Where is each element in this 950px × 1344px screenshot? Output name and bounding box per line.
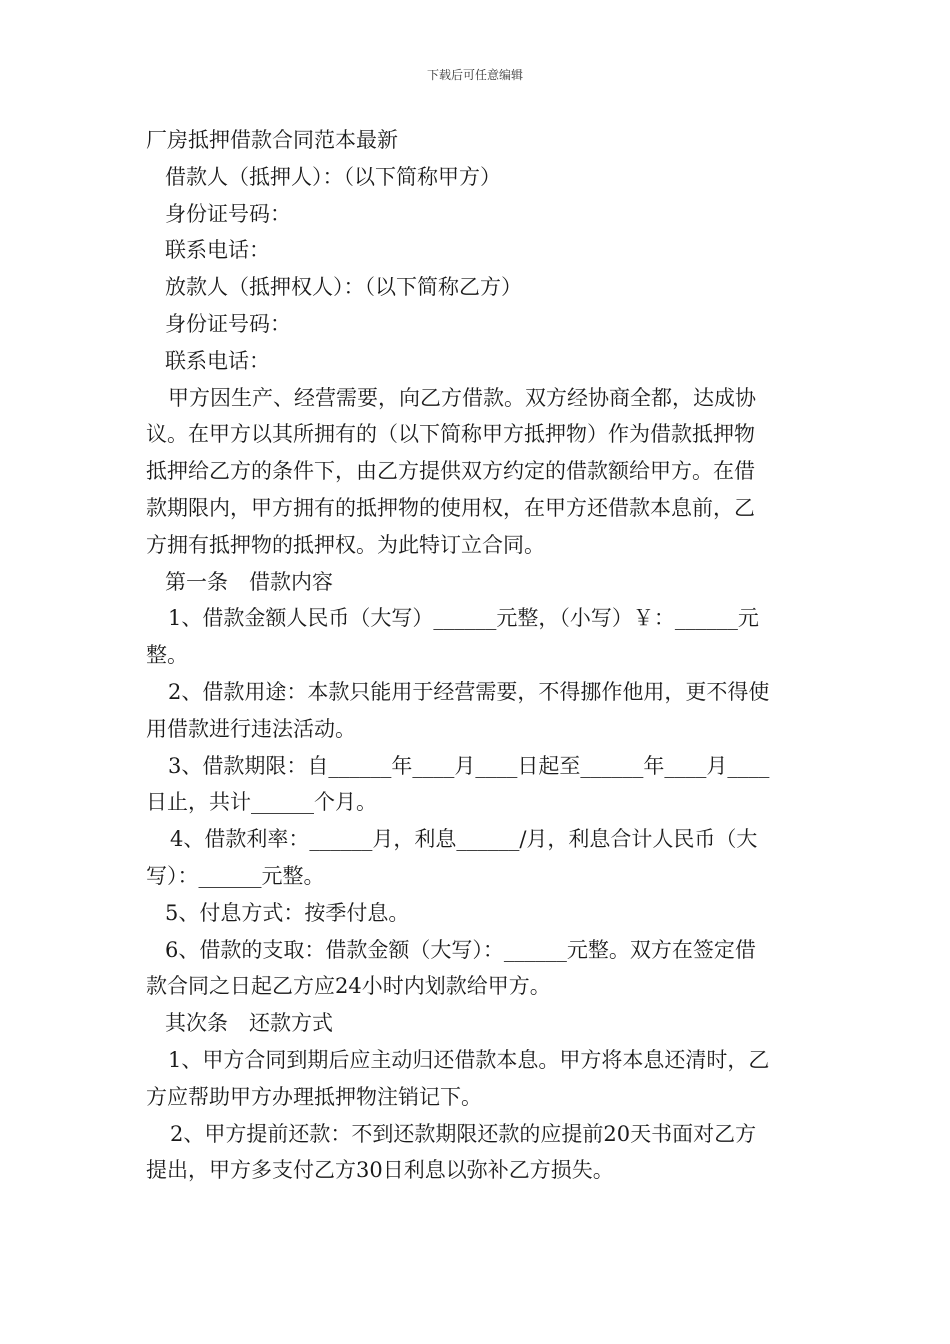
- text-line: 身份证号码：: [165, 311, 291, 336]
- document-title: 厂房抵押借款合同范本最新: [146, 128, 398, 152]
- text-line: 抵押给乙方的条件下，由乙方提供双方约定的借款额给甲方。在借: [146, 459, 755, 484]
- text-line: 放款人（抵押权人）：（以下简称乙方）: [165, 275, 522, 300]
- text-line: 2、甲方提前还款：不到还款期限还款的应提前20天书面对乙方: [170, 1121, 757, 1146]
- text-line: 借款人（抵押人）：（以下简称甲方）: [165, 164, 501, 189]
- text-line: 身份证号码：: [165, 201, 291, 226]
- text-line: 6、借款的支取：借款金额（大写）：______元整。双方在签定借: [165, 937, 756, 962]
- text-line: 联系电话：: [165, 238, 270, 263]
- text-line: 第一条 借款内容: [165, 569, 333, 594]
- text-line: 联系电话：: [165, 348, 270, 373]
- text-line: 1、甲方合同到期后应主动归还借款本息。甲方将本息还清时，乙: [168, 1047, 770, 1072]
- document-body: [146, 122, 810, 1189]
- text-line: 提出，甲方多支付乙方30日利息以弥补乙方损失。: [146, 1158, 614, 1183]
- text-line: 4、借款利率：______月，利息______/月，利息合计人民币（大: [170, 827, 758, 852]
- text-line: 用借款进行违法活动。: [146, 716, 356, 741]
- text-line: 方拥有抵押物的抵押权。为此特订立合同。: [146, 532, 545, 557]
- text-line: 方应帮助甲方办理抵押物注销记下。: [146, 1084, 482, 1109]
- page-header: 下载后可任意编辑: [426, 68, 523, 82]
- text-line: 写）：______元整。: [146, 863, 325, 888]
- text-line: 日止，共计______个月。: [146, 790, 377, 815]
- text-line: 整。: [146, 643, 188, 668]
- text-line: 款期限内，甲方拥有的抵押物的使用权，在甲方还借款本息前，乙: [146, 495, 755, 520]
- text-line: 款合同之日起乙方应24小时内划款给甲方。: [146, 974, 551, 999]
- text-line: 议。在甲方以其所拥有的（以下简称甲方抵押物）作为借款抵押物: [146, 422, 755, 447]
- text-line: 其次条 还款方式: [165, 1011, 333, 1036]
- text-line: 2、借款用途：本款只能用于经营需要，不得挪作他用，更不得使: [168, 679, 770, 704]
- text-line: 3、借款期限：自______年____月____日起至______年____月____: [168, 753, 770, 778]
- text-line: 5、付息方式：按季付息。: [165, 900, 410, 925]
- text-line: 甲方因生产、经营需要，向乙方借款。双方经协商全都，达成协: [168, 385, 756, 410]
- text-line: 1、借款金额人民币（大写）______元整，（小写）￥：______元: [168, 606, 759, 631]
